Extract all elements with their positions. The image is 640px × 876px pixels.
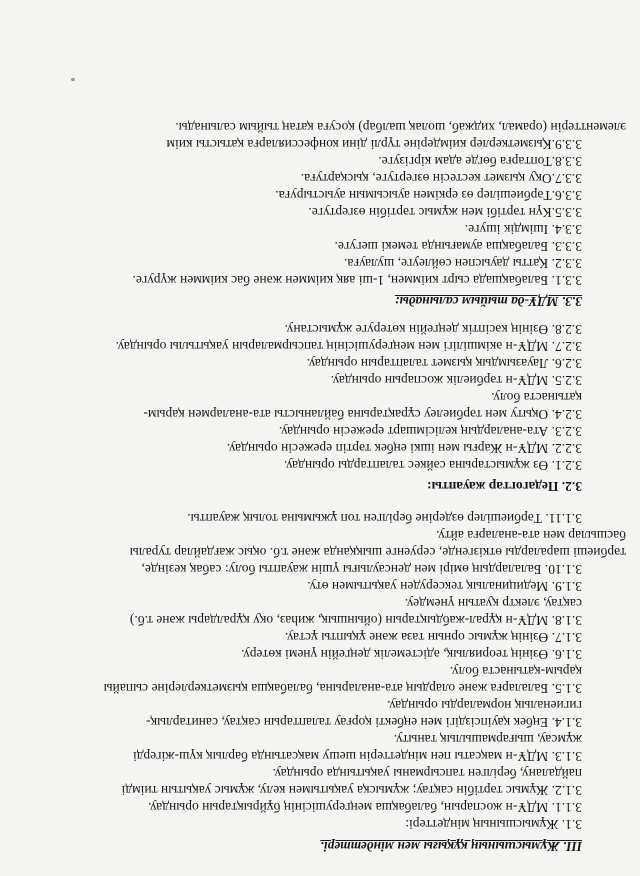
scan-speck — [71, 78, 75, 81]
text-line: 3.3.9.Қызметкерлер киімдеріне түрлі діни конфессияларға қатысты киім — [166, 137, 582, 152]
text-line: 3.3.7.Оқу қызмет кестесін өзгертуге, қысқартуға. — [300, 171, 582, 186]
section-heading-prohibited: 3.3. МДҰ-да тыйым салынады: — [394, 294, 582, 309]
text-line: 3.3.6.Тәрбиешілер өз еркімен ауысымын ауыстыруға. — [275, 188, 582, 203]
text-line: 3.3.2. Қатты дауыспен сөйлеуге, шулауға. — [344, 256, 582, 271]
text-line: 3.1.10. Балалардың өмірі мен денсаулығы үшін жауапты болу: сабақ кезінде, — [141, 562, 582, 577]
text-line: 3.2.7. МДҰ-н әкімшілігі мен меңгерушісінің тапсырмаларын уақытылы орындау. — [115, 339, 582, 354]
text-line: 3.1.5. Балаларға және олардың ата-аналарына, балабақша қызметкерлеріне сыпайы — [103, 681, 582, 696]
text-line: 3.1.9. Медициналық тексеруден уақытымен өту. — [307, 579, 582, 594]
text-line: 3.3.1. Балабақшада сырт киіммен, 1-ші аяқ киіммен және бас киіммен жүруге. — [132, 273, 582, 288]
text-line: сақтау, электр қуатын үнемдеу. — [404, 596, 582, 611]
text-line: 3.3.3. Балабақша аумағында темекі шегуге. — [334, 239, 582, 254]
text-line: 3.1.6. Өзінің теориялық, әдістемелік деңгейін үнемі көтеру. — [241, 647, 582, 662]
text-line: 3.1.11. Тәрбиешілер өздеріне берілген топ ұжымына толық жауапты. — [187, 511, 582, 526]
section-heading-teachers: 3.2. Педагогтар жауапты: — [426, 479, 582, 494]
text-line: 3.1.2. Жұмыс тәртібін сақтау; жұмысқа уақытымен келу, жұмыс уақытын тиімді — [121, 783, 582, 798]
text-line: 3.1. Жұмысшының міндеттері: — [405, 817, 582, 832]
text-line: 3.1.3. МДҰ-н мақсаты пен міндеттерін шешу мақсатында барлық күш-жігерді — [132, 749, 582, 764]
text-line: 3.2.1. Өз жұмыстарына сәйкес талаптарды орындау. — [283, 458, 582, 473]
text-line: элементтерін (орамал, хиджаб, шолақ шалбар) қосуға қатаң тыйым салынады. — [175, 120, 626, 135]
text-line: 3.2.2. МДҰ-н Жарғы мен ішкі еңбек тәртіп ережесін орындау. — [226, 441, 582, 456]
text-line: 3.2.8. Өзінің кәсіптік деңгейін көтеруге жұмыстану. — [284, 322, 582, 337]
text-line: жұмсау, шығармашылық таныту. — [393, 732, 582, 747]
text-line: қатынаста болу. — [491, 390, 582, 405]
text-line: 3.3.4. Ішімдік ішуге. — [464, 222, 582, 237]
text-line: 3.2.3. Ата-аналардың келісімшарт ережесін орындау. — [278, 424, 582, 439]
section-heading-rights-duties: III. Жұмысшының құқығы мен міндеттері. — [320, 839, 582, 854]
text-line: қарым-қатынаста болу. — [449, 664, 582, 679]
text-line: 3.2.6. Лауазымдық қызмет талаптарын орындау. — [306, 356, 582, 371]
text-line: 3.3.8.Топтарға бөгде адам кіргізуге. — [378, 154, 582, 169]
text-line: 3.1.1. МДҰ-н жоспарын, балабақша меңгерушісінің бұйрықтарын орындау. — [148, 800, 582, 815]
text-line: 3.1.4. Еңбек қауіпсіздігі мен еңбекті қорғау талаптарын сақтау, санитарлық- — [146, 715, 582, 730]
text-line: 3.3.5.Күн тәртібі мен жұмыс тәртібін өзгертуге. — [308, 205, 582, 220]
text-line: басшылар мен ата-аналарға айту. — [436, 528, 626, 543]
text-line: 3.2.5. МДҰ-н тәрбиелік жоспарын орындау. — [330, 373, 582, 388]
text-line: тәрбиеші шараларды өткізгенде, серуенге шыққанда және т.б. оқыс жағдайлар туралы — [129, 545, 626, 560]
text-line: гигиеналық нормаларды орындау. — [387, 698, 582, 713]
text-line: 3.1.7. Өзінің жұмыс орнын таза және ұқыпты ұстау. — [284, 630, 582, 645]
text-line: 3.1.8. МДҰ-н құрал-жабдықтарын (ойыншық, жиһаз, оқу құралдары және т.б.) — [129, 613, 582, 628]
text-line: 3.2.4. Оқыту мен тәрбиелеу сұрақтарына байланысты ата-аналармен қарым- — [143, 407, 582, 422]
text-line: пайдалану, берілген тапсырманы уақытында орындау. — [272, 766, 582, 781]
